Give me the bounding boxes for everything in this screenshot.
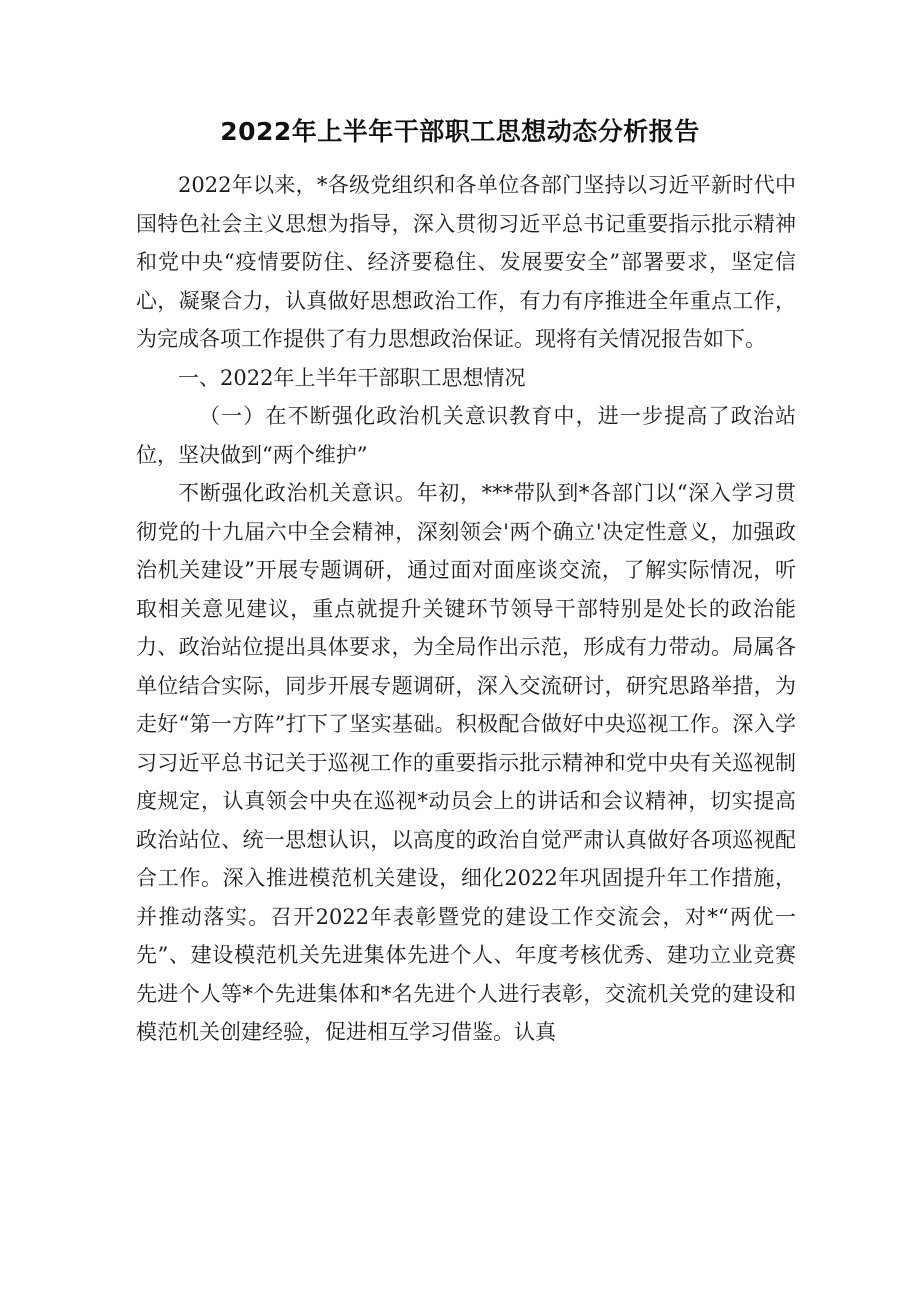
body-paragraph: 不断强化政治机关意识。年初，***带队到*各部门以“深入学习贯彻党的十九届六中全会精神，深刻领会'两个确立'决定性意义，加强政治机关建设”开展专题调研，通过面对面座谈交流，了解实际情况，听取相关意见建议，重点就提升关键环节领导干部特别是处长的政治能力、政治站位提出具体要求，为全局作出示范，形成有力带动。局属各单位结合实际，同步开展专题调研，深入交流研讨，研究思路举措，为走好“第一方阵”打下了坚实基础。积极配合做好中央巡视工作。深入学习习近平总书记关于巡视工作的重要指示批示精神和党中央有关巡视制度规定，认真领会中央在巡视*动员会上的讲话和会议精神，切实提高政治站位、统一思想认识，以高度的政治自觉严肃认真做好各项巡视配合工作。深入推进模范机关建设，细化2022年巩固提升年工作措施，并推动落实。召开2022年表彰暨党的建设工作交流会，对*“两优一先”、建设模范机关先进集体先进个人、年度考核优秀、建功立业竞赛先进个人等*个先进集体和*名先进个人进行表彰，交流机关党的建设和模范机关创建经验，促进相互学习借鉴。认真 bbox=[136, 481, 796, 1044]
subsection-heading: （一）在不断强化政治机关意识教育中，进一步提高了政治站位，坚决做到“两个维护” bbox=[136, 404, 796, 467]
intro-paragraph: 2022年以来，*各级党组织和各单位各部门坚持以习近平新时代中国特色社会主义思想为指导，深入贯彻习近平总书记重要指示批示精神和党中央“疫情要防住、经济要稳住、发展要安全”部署要求，坚定信心，凝聚合力，认真做好思想政治工作，有力有序推进全年重点工作，为完成各项工作提供了有力思想政治保证。现将有关情况报告如下。 bbox=[136, 173, 796, 351]
document-title: 2022年上半年干部职工思想动态分析报告 bbox=[220, 117, 700, 146]
document-body bbox=[136, 166, 796, 1052]
section-heading: 一、2022年上半年干部职工思想情况 bbox=[178, 365, 526, 390]
